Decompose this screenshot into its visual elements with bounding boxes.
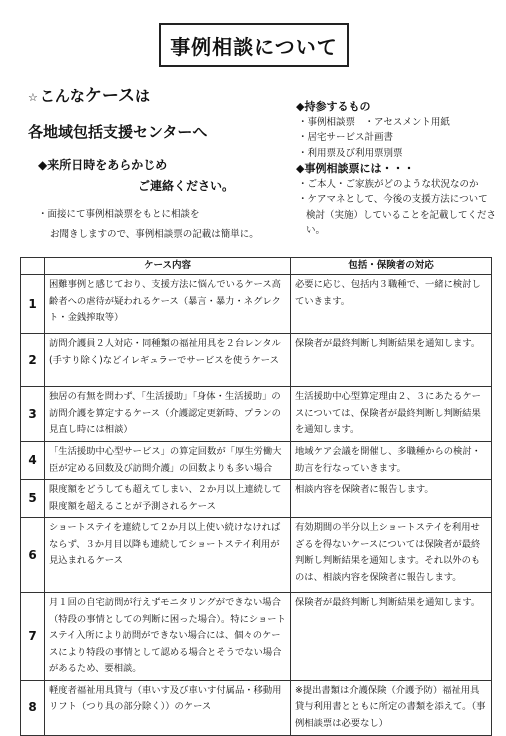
- response-cell: 有効期間の半分以上ショートステイを利用せざるを得ないケースについては保険者が最終判断し判断結果を通知します。それ以外のものは、相談内容を保険者に報告します。: [291, 518, 492, 593]
- header-case: ケース内容: [45, 258, 291, 275]
- case-cell: 月１回の自宅訪問が行えずモニタリングができない場合（特段の事情としての判断に困った場合）。特にショートステイ入所により訪問ができない場合には、個々のケースにより特段の事情として認める場合とそうでない場合があるため、要相談。: [45, 593, 291, 681]
- form-item: ・ケアマネとして、今後の支援方法について検討（実施）していることを記載してください。: [298, 194, 497, 236]
- intro-heading: [28, 86, 278, 108]
- case-cell: 困難事例と感じており、支援方法に悩んでいるケース高齢者への虐待が疑われるケース（暴言・暴力・ネグレクト・金銭搾取等）: [45, 275, 291, 334]
- response-cell: 地域ケア会議を開催し、多職種からの検討・助言を行なっていきます。: [291, 442, 492, 480]
- table-row: [21, 593, 492, 681]
- intro-section: [28, 86, 278, 243]
- response-cell: 相談内容を保険者に報告します。: [291, 480, 492, 518]
- row-number: 4: [21, 442, 45, 480]
- interview-note-2: お聞きしますので、事例相談票の記載は簡単に。: [50, 229, 259, 240]
- row-number: 5: [21, 480, 45, 518]
- case-cell: ショートステイを連続して２か月以上使い続けなければならず、３か月目以降も連続してショートステイ利用が見込まれるケース: [45, 518, 291, 593]
- table-row: [21, 275, 492, 334]
- intro-heading-case: ケース: [84, 86, 136, 106]
- table-row: [21, 680, 492, 735]
- star-icon: ☆: [28, 91, 38, 104]
- intro-heading-pre: こんな: [39, 87, 85, 105]
- response-cell: 保険者が最終判断し判断結果を通知します。: [291, 593, 492, 681]
- row-number: 8: [21, 680, 45, 735]
- intro-heading-center: 各地域包括支援センターへ: [28, 123, 208, 141]
- bring-item: ・利用票及び利用票別票: [298, 147, 403, 159]
- interview-note: ・面接にて事例相談票をもとに相談を: [38, 209, 200, 220]
- table-row: [21, 480, 492, 518]
- form-item: ・ご本人・ご家族がどのような状況なのか: [298, 178, 479, 190]
- case-cell: 「生活援助中心型サービス」の算定回数が「厚生労働大臣が定める回数及び訪問介護」の回数よりも多い場合: [45, 442, 291, 480]
- table-header-row: [21, 258, 492, 275]
- form-heading: ◆事例相談票には・・・: [296, 162, 415, 175]
- row-number: 6: [21, 518, 45, 593]
- response-cell: 保険者が最終判断し判断結果を通知します。: [291, 334, 492, 387]
- case-cell: 独居の有無を問わず、「生活援助」「身体・生活援助」の訪問介護を算定するケース（介護認定更新時、プランの見直し時には相談）: [45, 387, 291, 442]
- bring-item: ・事例相談票 ・アセスメント用紙: [298, 116, 450, 128]
- intro-heading-post: は: [135, 87, 151, 105]
- row-number: 1: [21, 275, 45, 334]
- response-cell: 生活援助中心型算定理由２、３にあたるケースについては、保険者が最終判断し判断結果を通知します。: [291, 387, 492, 442]
- response-cell: 必要に応じ、包括内３職種で、一緒に検討していきます。: [291, 275, 492, 334]
- bring-section: [296, 99, 496, 239]
- appointment-note: ◆来所日時をあらかじめ: [38, 158, 168, 172]
- case-cell: 軽度者福祉用具貸与（車いす及び車いす付属品・移動用リフト（つり具の部分除く））のケース: [45, 680, 291, 735]
- table-row: [21, 442, 492, 480]
- page-title: 事例相談について: [159, 23, 349, 67]
- response-cell: ※提出書類は介護保険（介護予防）福祉用具貸与利用書とともに所定の書類を添えて。（事例相談票は必要なし）: [291, 680, 492, 735]
- header-num: [21, 258, 45, 275]
- table-row: [21, 387, 492, 442]
- row-number: 7: [21, 593, 45, 681]
- row-number: 2: [21, 334, 45, 387]
- header-response: 包括・保険者の対応: [291, 258, 492, 275]
- appointment-note-2: ご連絡ください。: [138, 179, 235, 193]
- bring-heading: ◆持参するもの: [296, 100, 371, 113]
- row-number: 3: [21, 387, 45, 442]
- table-row: [21, 334, 492, 387]
- table-row: [21, 518, 492, 593]
- case-cell: 訪問介護員２人対応・同種類の福祉用具を２台レンタル(手すり除く)などイレギュラーでサービスを使うケース: [45, 334, 291, 387]
- bring-item: ・居宅サービス計画書: [298, 132, 394, 143]
- case-table: [20, 257, 492, 736]
- case-cell: 限度額をどうしても超えてしまい、２か月以上連続して限度額を超えることが予測されるケース: [45, 480, 291, 518]
